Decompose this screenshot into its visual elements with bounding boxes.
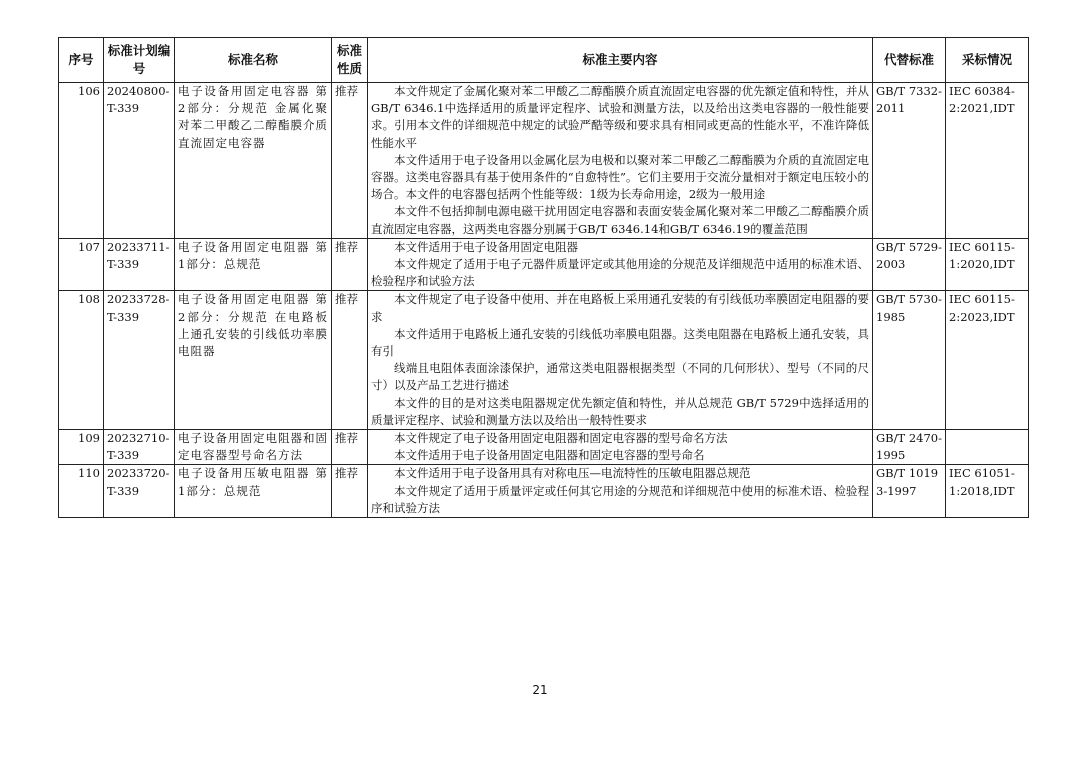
cell-content — [368, 83, 873, 239]
cell-replaces: GB/T 2470-1995 — [873, 430, 946, 465]
cell-no: 109 — [59, 430, 104, 465]
content-paragraph: 本文件规定了电子设备中使用、并在电路板上采用通孔安装的有引线低功率膜固定电阻器的要求 — [371, 292, 869, 324]
header-no: 序号 — [59, 38, 104, 83]
table-row — [59, 465, 1029, 518]
cell-nature: 推荐 — [332, 465, 368, 518]
cell-plan-no: 20233711-T-339 — [104, 238, 175, 291]
table-row — [59, 291, 1029, 430]
content-paragraph: 本文件适用于电子设备用具有对称电压—电流特性的压敏电阻器总规范 — [394, 466, 751, 481]
cell-replaces: GB/T 5729-2003 — [873, 238, 946, 291]
cell-plan-no: 20240800-T-339 — [104, 83, 175, 239]
cell-no: 108 — [59, 291, 104, 430]
header-replaces: 代替标准 — [873, 38, 946, 83]
content-paragraph: 本文件规定了适用于电子元器件质量评定或其他用途的分规范及详细规范中适用的标准术语、检验程序和试验方法 — [371, 257, 869, 289]
cell-name: 电子设备用固定电阻器 第1部分：总规范 — [175, 238, 332, 291]
cell-nature: 推荐 — [332, 238, 368, 291]
cell-nature: 推荐 — [332, 83, 368, 239]
cell-name: 电子设备用固定电容器 第2部分：分规范 金属化聚对苯二甲酸乙二醇酯膜介质直流固定电容器 — [175, 83, 332, 239]
cell-replaces: GB/T 10193-1997 — [873, 465, 946, 518]
cell-content — [368, 238, 873, 291]
table-header — [59, 38, 1029, 83]
content-paragraph: 本文件不包括抑制电源电磁干扰用固定电容器和表面安装金属化聚对苯二甲酸乙二醇酯膜介质直流固定电容器，这两类电容器分别属于GB/T 6346.14和GB/T 6346.19的覆盖范围 — [371, 204, 869, 236]
cell-no: 106 — [59, 83, 104, 239]
cell-adoption: IEC 60115-1:2020,IDT — [946, 238, 1029, 291]
content-paragraph: 本文件适用于电子设备用以金属化层为电极和以聚对苯二甲酸乙二醇酯膜为介质的直流固定电容器。这类电容器具有基于使用条件的“自愈特性”。它们主要用于交流分量相对于额定电压较小的场合。本文件的电容器包括两个性能等级：1级为长寿命用途，2级为一般用途 — [371, 152, 869, 202]
content-paragraph: 本文件适用于电路板上通孔安装的引线低功率膜电阻器。这类电阻器在电路板上通孔安装，具有引 — [371, 326, 869, 359]
content-paragraph: 本文件适用于电子设备用固定电阻器 — [394, 239, 578, 254]
content-paragraph: 本文件规定了适用于质量评定或任何其它用途的分规范和详细规范中使用的标准术语、检验程序和试验方法 — [371, 483, 869, 515]
cell-adoption: IEC 60384-2:2021,IDT — [946, 83, 1029, 239]
cell-content — [368, 465, 873, 518]
table-row — [59, 83, 1029, 239]
cell-replaces: GB/T 5730-1985 — [873, 291, 946, 430]
cell-plan-no: 20232710-T-339 — [104, 430, 175, 465]
header-name: 标准名称 — [175, 38, 332, 83]
header-plan-no: 标准计划编号 — [104, 38, 175, 83]
cell-replaces: GB/T 7332-2011 — [873, 83, 946, 239]
cell-name: 电子设备用固定电阻器和固定电容器型号命名方法 — [175, 430, 332, 465]
header-content: 标准主要内容 — [368, 38, 873, 83]
cell-content — [368, 430, 873, 465]
table-body — [59, 83, 1029, 518]
page-number: 21 — [532, 683, 548, 697]
cell-name: 电子设备用压敏电阻器 第1部分：总规范 — [175, 465, 332, 518]
cell-nature: 推荐 — [332, 430, 368, 465]
cell-adoption: IEC 60115-2:2023,IDT — [946, 291, 1029, 430]
table-row — [59, 238, 1029, 291]
standards-table — [58, 37, 1029, 518]
content-paragraph: 本文件规定了金属化聚对苯二甲酸乙二醇酯膜介质直流固定电容器的优先额定值和特性，并从GB/T 6346.1中选择适用的质量评定程序、试验和测量方法，以及给出这类电容器的一般性能要求。引用本文件的详细规范中规定的试验严酷等级和要求具有相同或更高的性能水平，不准许降低性能水平 — [371, 84, 869, 150]
cell-name: 电子设备用固定电阻器 第2部分：分规范 在电路板上通孔安装的引线低功率膜电阻器 — [175, 291, 332, 430]
header-adoption: 采标情况 — [946, 38, 1029, 83]
cell-adoption — [946, 430, 1029, 465]
table-row — [59, 430, 1029, 465]
cell-plan-no: 20233720-T-339 — [104, 465, 175, 518]
cell-nature: 推荐 — [332, 291, 368, 430]
cell-plan-no: 20233728-T-339 — [104, 291, 175, 430]
cell-adoption: IEC 61051-1:2018,IDT — [946, 465, 1029, 518]
cell-no: 110 — [59, 465, 104, 518]
content-paragraph: 本文件规定了电子设备用固定电阻器和固定电容器的型号命名方法 — [394, 431, 728, 446]
header-nature: 标准性质 — [332, 38, 368, 83]
header-row — [59, 38, 1029, 83]
cell-content — [368, 291, 873, 430]
cell-no: 107 — [59, 238, 104, 291]
content-paragraph: 本文件的目的是对这类电阻器规定优先额定值和特性，并从总规范 GB/T 5729中选择适用的质量评定程序、试验和测量方法以及给出一般特性要求 — [371, 395, 869, 427]
content-paragraph: 线端且电阻体表面涂漆保护，通常这类电阻器根据类型（不同的几何形状）、型号（不同的尺寸）以及产品工艺进行描述 — [371, 361, 869, 393]
content-paragraph: 本文件适用于电子设备用固定电阻器和固定电容器的型号命名 — [394, 448, 705, 463]
